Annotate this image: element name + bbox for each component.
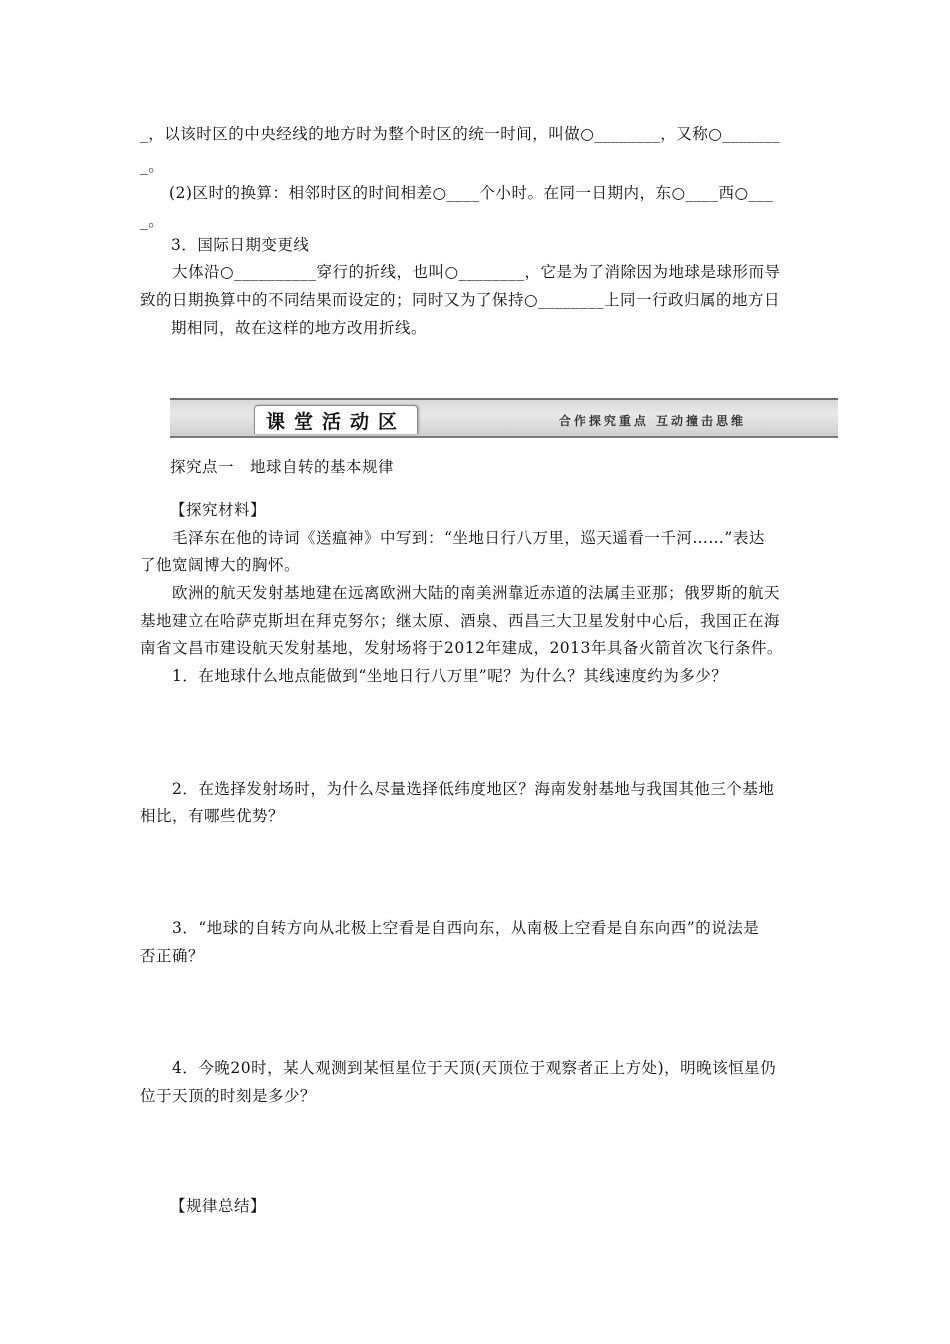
fill-line-3: (2)区时的换算：相邻时区的时间相差○____个小时。在同一日期内，东○____西○___: [169, 184, 774, 202]
fill-line-7: 致的日期换算中的不同结果而设定的；同时又为了保持○________上同一行政归属的地方日: [140, 291, 781, 309]
banner-title: 课堂活动区: [254, 405, 418, 434]
fill-line-4: _。: [140, 212, 165, 230]
question-4-line1: 4．今晚20时，某人观测到某恒星位于天顶(天顶位于观察者正上方处)，明晚该恒星仍: [172, 1059, 777, 1077]
material-p2-line2: 基地建立在哈萨克斯坦在拜克努尔；继太原、酒泉、西昌三大卫星发射中心后，我国正在海: [140, 612, 781, 630]
material-p2-line3: 南省文昌市建设航天发射基地，发射场将于2012年建成，2013年具备火箭首次飞行条件。: [140, 639, 783, 657]
question-1: 1．在地球什么地点能做到“坐地日行八万里”呢？为什么？其线速度约为多少？: [172, 667, 728, 685]
fill-line-1: _，以该时区的中央经线的地方时为整个时区的统一时间，叫做○________，又称○_______: [140, 125, 781, 143]
section-banner: [170, 398, 838, 437]
fill-line-6: 大体沿○__________穿行的折线，也叫○________，它是为了消除因为地球是球形而导: [172, 263, 781, 281]
banner-subtitle: 合作探究重点 互动撞击思维: [558, 414, 746, 428]
fill-line-8: 期相同，故在这样的地方改用折线。: [171, 319, 428, 337]
question-3-line2: 否正确？: [140, 947, 205, 965]
material-p2-line1: 欧洲的航天发射基地建在远离欧洲大陆的南美洲靠近赤道的法属圭亚那；俄罗斯的航天: [172, 584, 781, 602]
fill-line-5: 3．国际日期变更线: [171, 236, 310, 254]
question-4-line2: 位于天顶的时刻是多少？: [140, 1087, 317, 1105]
banner-divider: [170, 436, 838, 438]
question-2-line1: 2．在选择发射场时，为什么尽量选择低纬度地区？海南发射基地与我国其他三个基地: [172, 780, 775, 798]
material-label: 【探究材料】: [170, 501, 267, 519]
question-3-line1: 3．“地球的自转方向从北极上空看是自西向东，从南极上空看是自东向西”的说法是: [172, 919, 760, 937]
fill-line-2: _。: [140, 157, 165, 175]
question-2-line2: 相比，有哪些优势？: [140, 807, 285, 825]
section-heading: 探究点一 地球自转的基本规律: [170, 458, 395, 476]
summary-label: 【规律总结】: [170, 1197, 267, 1215]
material-p1-line1: 毛泽东在他的诗词《送瘟神》中写到：“坐地日行八万里，巡天遥看一千河……”表达: [172, 529, 765, 547]
material-p1-line2: 了他宽阔博大的胸怀。: [140, 556, 301, 574]
